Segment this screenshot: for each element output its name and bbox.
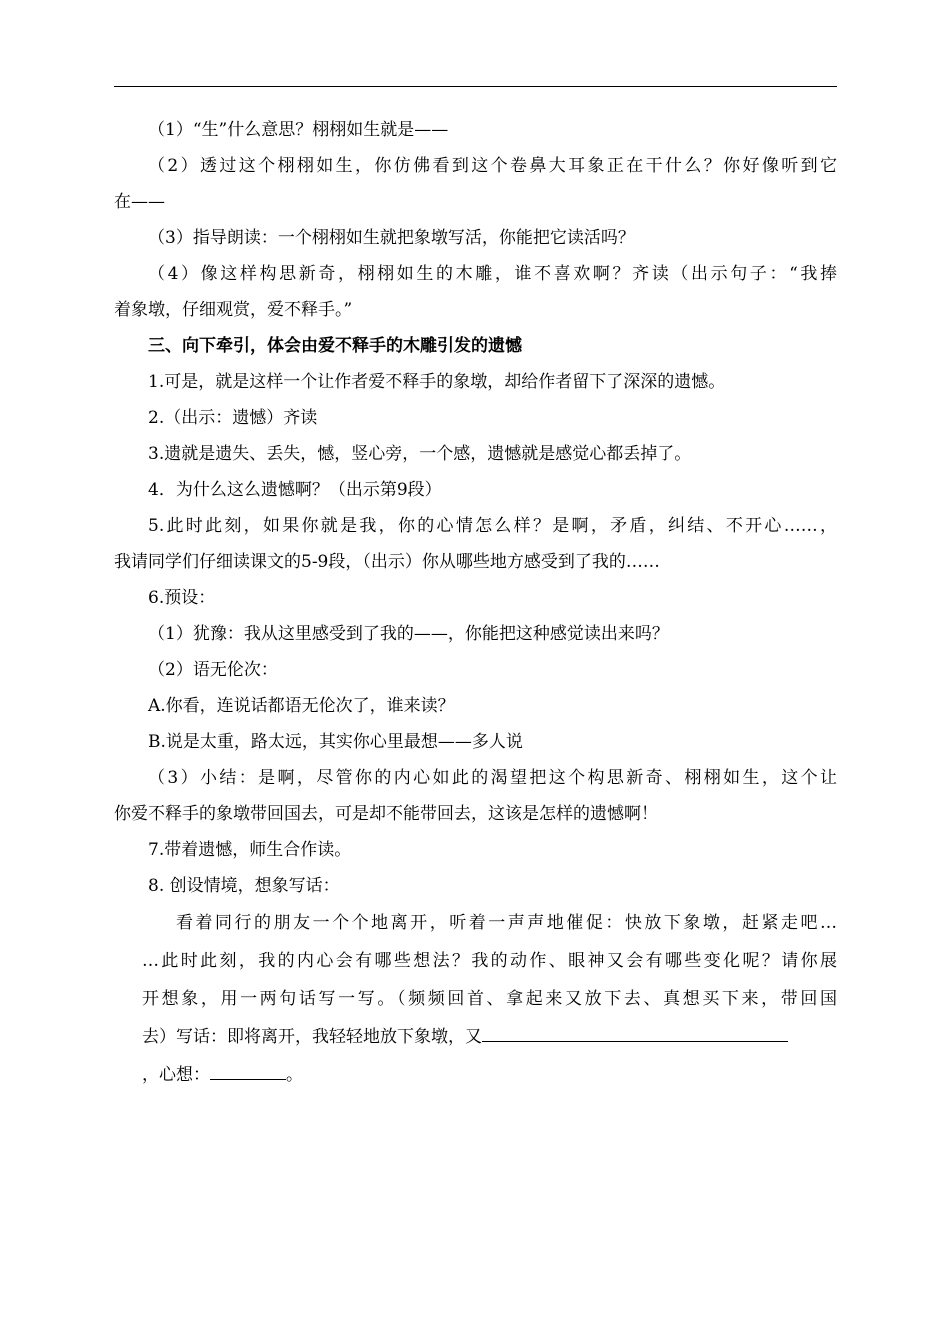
step-6-item-2: （2）语无伦次： bbox=[148, 660, 278, 680]
section-heading-3: 三、向下牵引，体会由爱不释手的木雕引发的遗憾 bbox=[148, 336, 522, 356]
step-2: 2.（出示：遗憾）齐读 bbox=[148, 408, 318, 428]
step-8: 8. 创设情境，想象写话： bbox=[148, 876, 340, 896]
step-6-item-3-line2: 你爱不释手的象墩带回国去，可是却不能带回去，这该是怎样的遗憾啊！ bbox=[114, 804, 658, 824]
writing-prompt-end-mark: 。 bbox=[286, 1065, 303, 1085]
writing-prompt-line5 bbox=[114, 1056, 837, 1094]
answer-blank-short[interactable] bbox=[210, 1059, 286, 1080]
paragraph-q3: （3）指导朗读：一个栩栩如生就把象墩写活，你能把它读活吗？ bbox=[148, 228, 635, 248]
step-5-line1: 5.此时此刻，如果你就是我，你的心情怎么样？是啊，矛盾，纠结、不开心……， bbox=[148, 516, 837, 536]
step-6: 6.预设： bbox=[148, 588, 216, 608]
step-5-line2: 我请同学们仔细读课文的5-9段，（出示）你从哪些地方感受到了我的…… bbox=[114, 552, 660, 572]
paragraph-q4-line2: 着象墩，仔细观赏，爱不释手。” bbox=[114, 300, 353, 320]
step-7: 7.带着遗憾，师生合作读。 bbox=[148, 840, 352, 860]
writing-prompt-line1: 看着同行的朋友一个个地离开，听着一声声地催促：快放下象墩，赶紧走吧… bbox=[176, 913, 837, 933]
header-rule bbox=[114, 86, 837, 87]
step-4: 4．为什么这么遗憾啊？（出示第9段） bbox=[148, 480, 442, 500]
step-3: 3.遗就是遗失、丢失，憾，竖心旁，一个感，遗憾就是感觉心都丢掉了。 bbox=[148, 444, 692, 464]
step-6-item-3-line1: （3）小结：是啊，尽管你的内心如此的渴望把这个构思新奇、栩栩如生，这个让 bbox=[148, 768, 837, 788]
writing-prompt-line2: …此时此刻，我的内心会有哪些想法？我的动作、眼神又会有哪些变化呢？请你展 bbox=[142, 951, 837, 971]
writing-prompt-line3: 开想象，用一两句话写一写。（频频回首、拿起来又放下去、真想买下来，带回国 bbox=[142, 989, 837, 1009]
writing-prompt-thought-label: ，心想： bbox=[142, 1065, 210, 1085]
step-1: 1.可是，就是这样一个让作者爱不释手的象墩，却给作者留下了深深的遗憾。 bbox=[148, 372, 726, 392]
document-body bbox=[114, 112, 837, 1094]
step-6-item-1: （1）犹豫：我从这里感受到了我的——，你能把这种感觉读出来吗？ bbox=[148, 624, 669, 644]
writing-prompt-line4 bbox=[114, 1018, 837, 1056]
answer-blank-long[interactable] bbox=[482, 1021, 788, 1042]
writing-prompt-text: 去）写话：即将离开，我轻轻地放下象墩，又 bbox=[142, 1027, 482, 1047]
paragraph-q1: （1）“生”什么意思？栩栩如生就是—— bbox=[148, 120, 449, 140]
step-6-item-a: A.你看，连说话都语无伦次了，谁来读？ bbox=[148, 696, 455, 716]
paragraph-q2-line1: （2）透过这个栩栩如生，你仿佛看到这个卷鼻大耳象正在干什么？你好像听到它 bbox=[148, 156, 837, 176]
paragraph-q4-line1: （4）像这样构思新奇，栩栩如生的木雕，谁不喜欢啊？齐读（出示句子：“我捧 bbox=[148, 264, 837, 284]
step-6-item-b: B.说是太重，路太远，其实你心里最想——多人说 bbox=[148, 732, 523, 752]
paragraph-q2-line2: 在—— bbox=[114, 192, 165, 212]
